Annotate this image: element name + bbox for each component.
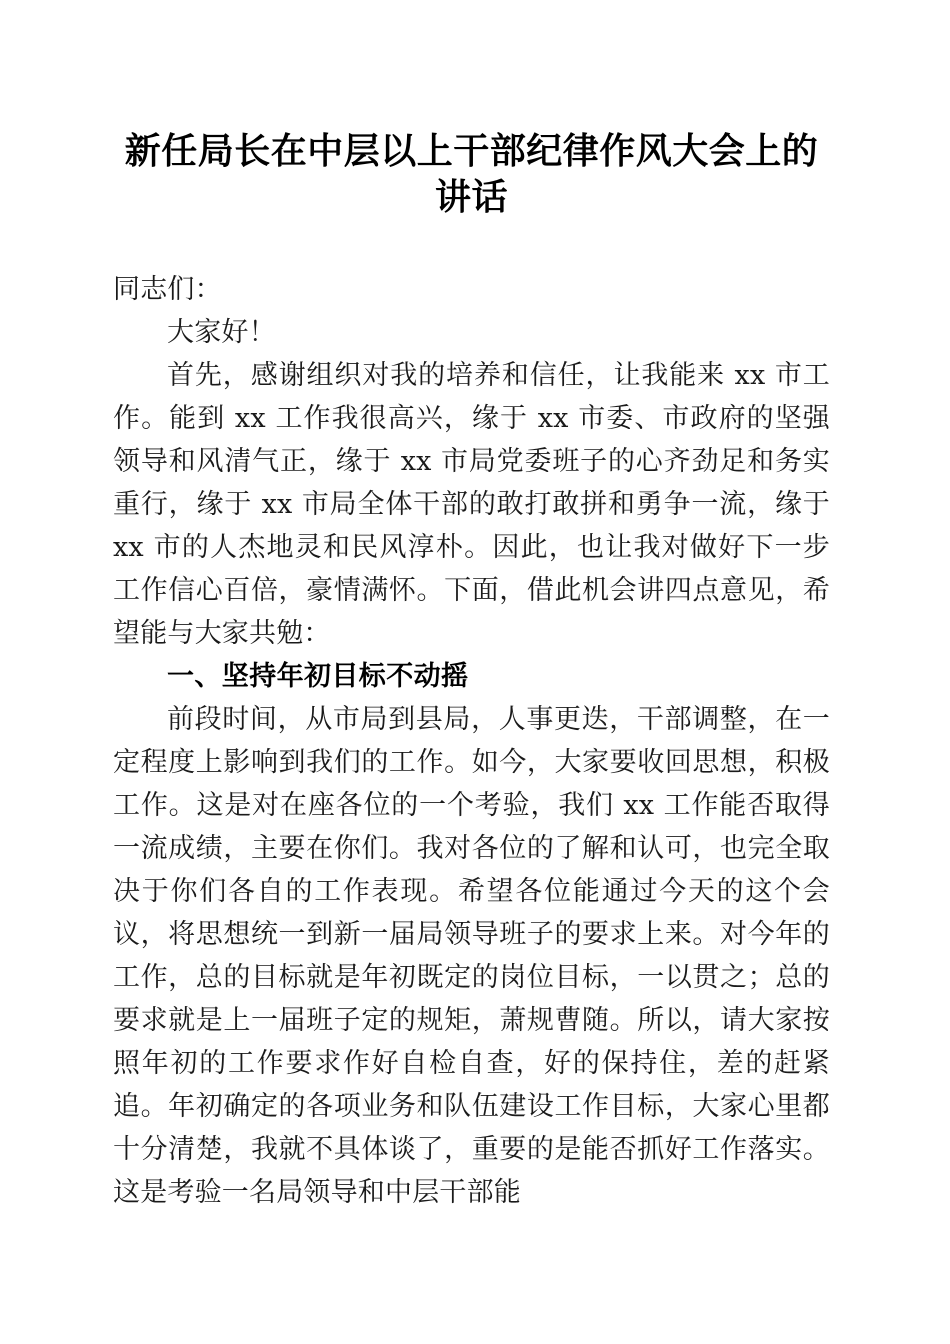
document-content-column (113, 0, 830, 1214)
section-heading-1: 一、坚持年初目标不动摇 (167, 661, 469, 691)
opening-paragraph: 首先，感谢组织对我的培养和信任，让我能来 xx 市工作。能到 xx 工作我很高兴，缘于 xx 市委、市政府的坚强领导和风清气正，缘于 xx 市局党委班子的心齐劲足和务实重行，缘于 xx 市局全体干部的敢打敢拼和勇争一流，缘于 xx 市的人杰地灵和民风淳朴。因此，也让我对做好下一步工作信心百倍，豪情满怀。下面，借此机会讲四点意见，希望能与大家共勉： (113, 360, 830, 649)
salutation-line: 同志们： (113, 274, 222, 305)
section-1-paragraph: 前段时间，从市局到县局，人事更迭，干部调整，在一定程度上影响到我们的工作。如今，大家要收回思想，积极工作。这是对在座各位的一个考验，我们 xx 工作能否取得一流成绩，主要在你们。我对各位的了解和认可，也完全取决于你们各自的工作表现。希望各位能通过今天的这个会议，将思想统一到新一届局领导班子的要求上来。对今年的工作，总的目标就是年初既定的岗位目标，一以贯之；总的要求就是上一届班子定的规矩，萧规曹随。所以，请大家按照年初的工作要求作好自检自查，好的保持住，差的赶紧追。年初确定的各项业务和队伍建设工作目标，大家心里都十分清楚，我就不具体谈了，重要的是能否抓好工作落实。这是考验一名局领导和中层干部能 (113, 704, 830, 1208)
greeting-line: 大家好！ (167, 317, 276, 348)
document-body (113, 220, 830, 1214)
page-title: 新任局长在中层以上干部纪律作风大会上的讲话 (124, 131, 819, 217)
